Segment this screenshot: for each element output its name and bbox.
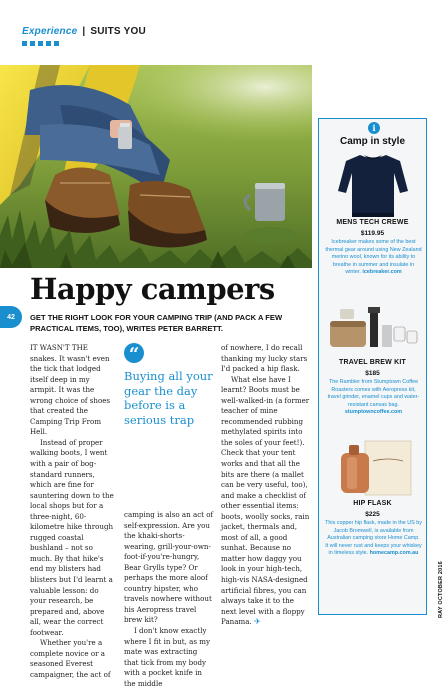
- travel-brew-kit-image: [328, 303, 418, 357]
- body-paragraph-text: What else have I learnt? Boots must be well-walked-in (a former teacher of mine recommended rubbing methylated spirits into the soles of your feet!). Check that your tent works and that all the bits are there (a mallet can be very useful, too), and make a checklist of other essential items: boots, woolly socks, rain jacket, thermals and, most of all, a good sunhat. Because no matter how daggy you look in your high-tech, high-vis NASA-designed artificial fibres, you can always take it to the next level with a floppy Panama.: [221, 374, 310, 627]
- sidebar-title: Camp in style: [339, 136, 406, 147]
- section-header: [22, 26, 146, 37]
- product-name: HIP FLASK: [353, 500, 392, 507]
- product-link[interactable]: icebreaker.com: [362, 269, 402, 276]
- product-price: $185: [365, 370, 380, 377]
- hip-flask-image: [333, 439, 413, 501]
- body-column-3: [221, 343, 310, 628]
- product-name: TRAVEL BREW KIT: [339, 359, 406, 366]
- product-description: [325, 379, 422, 417]
- end-mark-plane-icon: ✈: [253, 617, 261, 627]
- dot: [22, 41, 27, 46]
- body-column-2: [124, 510, 214, 689]
- article-headline: Happy campers: [30, 272, 275, 306]
- dot: [54, 41, 59, 46]
- page-number: 42: [0, 306, 22, 328]
- body-column-1: [30, 343, 117, 681]
- body-paragraph: camping is also an act of self-expression. Are you the khaki-shorts-wearing, grill-your-own-foot-if-you're-hungry, Bear Grylls type? Or perhaps the more aloof country hipster, who travels nowhere without his Aeropress travel brew kit?: [124, 510, 214, 625]
- section-topic: SUITS YOU: [90, 26, 146, 37]
- pull-quote-text: Buying all your gear the day before is a serious trap: [124, 369, 213, 427]
- side-credit: [430, 530, 444, 620]
- product-link[interactable]: stumptowncoffee.com: [344, 409, 403, 416]
- product-description-text: This copper hip flask, made in the US by Jacob Bromwell, is available from Australian camping store Home Camp. It will never rust and keeps your whiskey in timeless style.: [325, 520, 422, 557]
- coffee-kit-icon: [328, 303, 418, 353]
- side-credit-text: RAY OCTOBER 2016: [438, 561, 444, 618]
- info-icon: i: [368, 122, 380, 134]
- camp-in-style-sidebar: [318, 118, 427, 615]
- header-separator: |: [82, 26, 86, 37]
- camping-scene-illustration: [0, 65, 312, 268]
- product-link[interactable]: homecamp.com.au: [369, 550, 419, 557]
- hero-photo: [0, 65, 312, 268]
- product-price: $119.95: [360, 230, 385, 237]
- body-paragraph: IT WASN'T THE snakes. It wasn't even the tick that lodged itself deep in my armpit. It was the wrong choice of shoes that created the Camping Trip From Hell.: [30, 343, 111, 437]
- quote-icon: “: [124, 343, 144, 363]
- product-description-text: The Rambler from Stumptown Coffee Roasters comes with Aeropress kit, travel grinder, enamel cups and water-resistant canvas bag.: [327, 379, 420, 408]
- merino-crewe-image: [338, 151, 408, 223]
- dot: [38, 41, 43, 46]
- sweater-icon: [338, 151, 408, 219]
- header-dots: [22, 41, 59, 46]
- product-description: [325, 239, 422, 277]
- hip-flask-icon: [333, 439, 413, 497]
- product-name: MENS TECH CREWE: [336, 219, 409, 226]
- body-paragraph: Whether you're a complete novice or a seasoned Everest campaigner, the act of: [30, 638, 111, 679]
- article-standfirst: GET THE RIGHT LOOK FOR YOUR CAMPING TRIP (AND PACK A FEW PRACTICAL ITEMS, TOO), WRITES PETER BARRETT.: [30, 313, 283, 333]
- body-paragraph: [221, 375, 310, 628]
- section-name: Experience: [22, 26, 78, 37]
- product-price: $225: [365, 511, 380, 518]
- product-description: [325, 520, 422, 558]
- dot: [46, 41, 51, 46]
- product-description-text: Icebreaker makes some of the best thermal gear around using New Zealand merino wool, known for its ability to breathe in summer and insulate in winter.: [325, 239, 422, 276]
- body-paragraph: of nowhere, I do recall thanking my lucky stars I'd packed a hip flask.: [221, 343, 308, 374]
- body-paragraph: Instead of proper walking boots, I went with a pair of bog-standard runners, which are fine for sauntering down to the local shops but for a three-night, 60-kilometre hike through rugged coastal bushland – not so much. By that hike's end my blisters had blisters but I'd learnt a valuable lesson: do your research, be prepared and, above all, wear the correct footwear.: [30, 437, 114, 637]
- pull-quote: [124, 343, 214, 427]
- body-paragraph: I don't know exactly where I fit in but, as my mate was extracting that tick from my body with a pocket knife in the middle: [124, 626, 210, 688]
- dot: [30, 41, 35, 46]
